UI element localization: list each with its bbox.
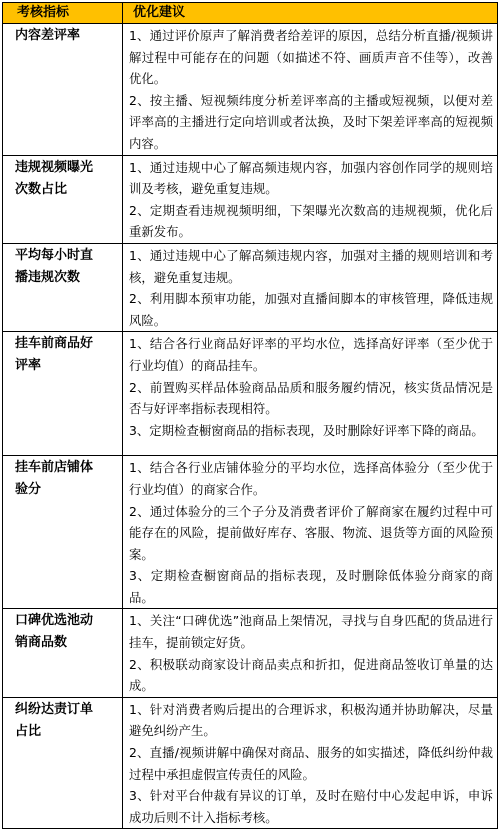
table-row [3,243,498,331]
suggestion-item: 2、直播/视频讲解中确保对商品、服务的如实描述，降低纠纷仲裁过程中承担虚假宣传责任的风险。 [129,745,493,782]
suggestion-cell [123,24,498,156]
suggestion-cell [123,697,498,829]
table-row [3,609,498,697]
metric-cell: 平均每小时直播违规次数 [3,243,123,331]
table-row [3,155,498,243]
suggestion-item: 1、结合各行业店铺体验分的平均水位，选择高体验分（至少优于行业均值）的商家合作。 [129,460,493,497]
suggestion-item: 1、通过评价原声了解消费者给差评的原因，总结分析直播/视频讲解过程中可能存在的问题（如描述不符、画质声音不佳等），改善优化。 [129,28,493,87]
table-row [3,24,498,156]
table-row [3,332,498,456]
suggestion-item: 2、前置购买样品体验商品品质和服务履约情况，核实货品情况是否与好评率指标表现相符。 [129,379,493,417]
metric-cell: 违规视频曝光次数占比 [3,155,123,243]
suggestion-cell [123,155,498,243]
metric-cell: 口碑优选池动销商品数 [3,609,123,697]
suggestion-item: 2、通过体验分的三个子分及消费者评价了解商家在履约过程中可能存在的风险，提前做好库存、客服、物流、退货等方面的风险预案。 [129,503,493,562]
table-header-row [3,3,498,24]
suggestion-item: 1、结合各行业商品好评率的平均水位，选择高好评率（至少优于行业均值）的商品挂车。 [129,336,493,373]
suggestion-item: 1、针对消费者购后提出的合理诉求，积极沟通并协助解决，尽量避免纠纷产生。 [129,701,493,739]
optimization-table [2,2,498,829]
suggestion-item: 2、按主播、短视频纬度分析差评率高的主播或短视频，以便对差评率高的主播进行定向培训或者汰换，及时下架差评率高的短视频内容。 [129,92,493,151]
suggestion-cell [123,609,498,697]
header-metric: 考核指标 [3,3,123,24]
suggestion-item: 1、通过违规中心了解高频违规内容，加强对主播的规则培训和考核，避免重复违规。 [129,247,493,285]
suggestion-cell [123,243,498,331]
table-row [3,456,498,609]
suggestion-item: 2、定期查看违规视频明细，下架曝光次数高的违规视频，优化后重新发布。 [129,202,493,240]
metric-cell: 内容差评率 [3,24,123,156]
header-suggestion: 优化建议 [123,3,498,24]
suggestion-item: 3、定期检查橱窗商品的指标表现，及时删除好评率下降的商品。 [129,422,484,438]
suggestion-item: 1、通过违规中心了解高频违规内容，加强内容创作同学的规则培训及考核，避免重复违规。 [129,159,493,197]
suggestion-item: 2、利用脚本预审功能，加强对直播间脚本的审核管理，降低违规风险。 [129,291,493,328]
metric-cell: 挂车前商品好评率 [3,332,123,456]
metric-cell: 纠纷达责订单占比 [3,697,123,829]
metric-cell: 挂车前店铺体验分 [3,456,123,609]
table-row [3,697,498,829]
suggestion-cell [123,332,498,456]
suggestion-item: 3、针对平台仲裁有异议的订单，及时在赔付中心发起申诉，申诉成功后则不计入指标考核。 [129,788,493,825]
suggestion-item: 1、关注“口碑优选”池商品上架情况，寻找与自身匹配的货品进行挂车，提前锁定好货。 [129,613,493,651]
suggestion-cell [123,456,498,609]
suggestion-item: 2、积极联动商家设计商品卖点和折扣，促进商品签收订单量的达成。 [129,656,493,694]
suggestion-item: 3、定期检查橱窗商品的指标表现，及时删除低体验分商家的商品。 [129,568,493,605]
